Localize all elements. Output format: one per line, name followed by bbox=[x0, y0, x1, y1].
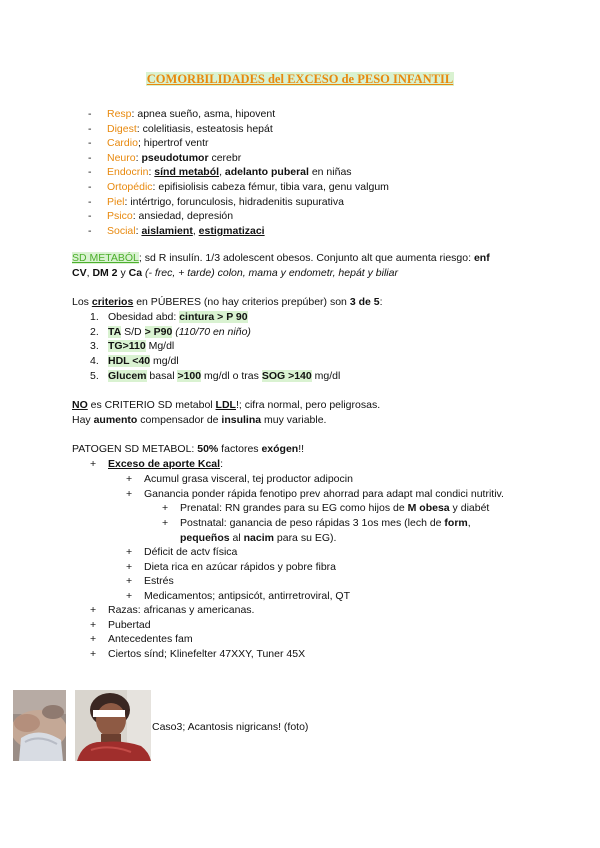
page-title: COMORBILIDADES del EXCESO de PESO INFANTIL bbox=[146, 72, 454, 86]
list-item: - Piel: intértrigo, forunculosis, hidradenitis supurativa bbox=[88, 195, 389, 210]
no-ldl-paragraph: NO es CRITERIO SD metabol LDL!; cifra normal, pero peligrosas. Hay aumento compensador de insulina muy variable. bbox=[72, 399, 381, 426]
list-item: 4. HDL <40 mg/dl bbox=[90, 355, 179, 368]
list-item: + Exceso de aporte Kcal: bbox=[90, 458, 223, 470]
list-item: - Neuro: pseudotumor cerebr bbox=[88, 151, 389, 166]
list-item: 1. Obesidad abd: cintura > P 90 bbox=[90, 311, 248, 323]
list-item: + Ganancia ponder rápida fenotipo prev ahorrad para adapt mal condici nutritiv. bbox=[126, 488, 504, 500]
list-item: 3. TG>110 Mg/dl bbox=[90, 340, 175, 353]
patogen-heading: PATOGEN SD METABOL: 50% factores exógen!! bbox=[72, 443, 305, 455]
list-item: - Cardio; hipertrof ventr bbox=[88, 136, 389, 151]
list-item: + Razas: africanas y americanas. bbox=[90, 604, 255, 616]
list-item: - Endocrin: sínd metaból, adelanto puberal en niñas bbox=[88, 165, 389, 180]
photo-2 bbox=[75, 690, 151, 761]
list-item: 2. TA S/D > P90 (110/70 en niño) bbox=[90, 325, 251, 338]
list-item: + Prenatal: RN grandes para su EG como hijos de M obesa y diabét bbox=[162, 502, 490, 514]
list-item: + Postnatal: ganancia de peso rápidas 3 1os mes (lech de form, pequeños al nacim para su EG). bbox=[162, 517, 471, 544]
list-item: + Pubertad bbox=[90, 619, 151, 631]
list-item: + Estrés bbox=[126, 575, 174, 587]
criterios-intro: Los criterios en PÚBERES (no hay criterios prepúber) son 3 de 5: bbox=[72, 296, 383, 308]
photo-caption: Caso3; Acantosis nigricans! (foto) bbox=[152, 721, 309, 733]
list-item: + Ciertos sínd; Klinefelter 47XXY, Tuner 45X bbox=[90, 648, 306, 660]
list-item: + Dieta rica en azúcar rápidos y pobre fibra bbox=[126, 561, 337, 573]
list-item: + Acumul grasa visceral, tej productor adipocin bbox=[126, 473, 353, 485]
list-item: + Déficit de actv física bbox=[126, 546, 238, 558]
list-item: - Digest: colelitiasis, esteatosis hepát bbox=[88, 122, 389, 137]
list-item: - Psico: ansiedad, depresión bbox=[88, 209, 389, 224]
sd-metabol-paragraph: SD METABÓL; sd R insulín. 1/3 adolescent obesos. Conjunto alt que aumenta riesgo: enf CV, DM 2 y Ca (- frec, + tarde) colon, mama y endometr, hepát y biliar bbox=[72, 252, 490, 279]
list-item: + Medicamentos; antipsicót, antirretroviral, QT bbox=[126, 590, 350, 602]
comorbidities-list bbox=[88, 107, 389, 238]
criterios-list bbox=[90, 310, 340, 383]
list-item: - Ortopédic: epifisiolisis cabeza fémur, tibia vara, genu valgum bbox=[88, 180, 389, 195]
list-item: - Resp: apnea sueño, asma, hipovent bbox=[88, 107, 389, 122]
list-item: + Antecedentes fam bbox=[90, 633, 193, 645]
list-item: 5. Glucem basal >100 mg/dl o tras SOG >140 mg/dl bbox=[90, 369, 341, 382]
list-item: - Social: aislamient, estigmatizaci bbox=[88, 224, 389, 239]
photo-1 bbox=[13, 690, 66, 761]
